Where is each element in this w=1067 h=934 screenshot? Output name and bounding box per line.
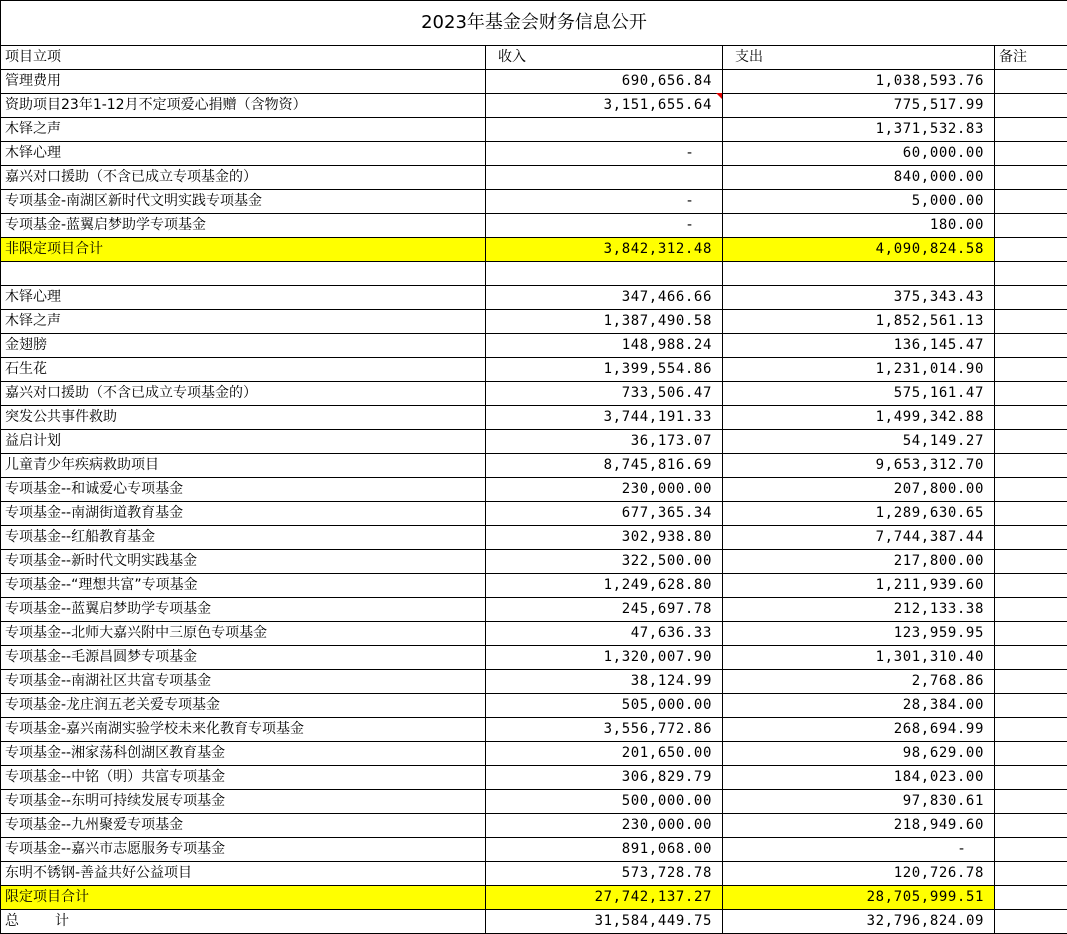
project-name-cell[interactable]: 专项基金--东明可持续发展专项基金 bbox=[1, 790, 486, 814]
expense-cell[interactable]: 28,705,999.51 bbox=[723, 886, 995, 910]
note-cell[interactable] bbox=[995, 166, 1067, 190]
table-row bbox=[1, 694, 1067, 718]
table-row bbox=[1, 622, 1067, 646]
income-cell[interactable]: 36,173.07 bbox=[486, 430, 723, 454]
expense-cell[interactable]: 120,726.78 bbox=[723, 862, 995, 886]
table-row bbox=[1, 598, 1067, 622]
expense-cell[interactable]: 207,800.00 bbox=[723, 478, 995, 502]
table-row bbox=[1, 526, 1067, 550]
project-name-cell[interactable]: 益启计划 bbox=[1, 430, 486, 454]
expense-cell[interactable]: 1,038,593.76 bbox=[723, 70, 995, 94]
table-row bbox=[1, 166, 1067, 190]
project-name-cell[interactable]: 专项基金--南湖街道教育基金 bbox=[1, 502, 486, 526]
note-cell[interactable] bbox=[995, 214, 1067, 238]
project-name-cell[interactable]: 限定项目合计 bbox=[1, 886, 486, 910]
table-row bbox=[1, 814, 1067, 838]
project-name-cell[interactable]: 专项基金-龙庄润五老关爱专项基金 bbox=[1, 694, 486, 718]
header-row bbox=[1, 46, 1067, 70]
project-name-cell[interactable]: 专项基金--九州聚爱专项基金 bbox=[1, 814, 486, 838]
income-cell[interactable]: 302,938.80 bbox=[486, 526, 723, 550]
note-cell[interactable] bbox=[995, 550, 1067, 574]
project-name-cell[interactable]: 专项基金--红船教育基金 bbox=[1, 526, 486, 550]
project-name-cell[interactable]: 嘉兴对口援助（不含已成立专项基金的） bbox=[1, 166, 486, 190]
expense-cell[interactable]: 97,830.61 bbox=[723, 790, 995, 814]
project-name-cell[interactable]: 木铎之声 bbox=[1, 118, 486, 142]
expense-cell[interactable] bbox=[723, 262, 995, 286]
note-cell[interactable] bbox=[995, 646, 1067, 670]
expense-cell[interactable]: 9,653,312.70 bbox=[723, 454, 995, 478]
expense-cell[interactable]: 28,384.00 bbox=[723, 694, 995, 718]
expense-cell[interactable]: 775,517.99 bbox=[723, 94, 995, 118]
income-cell[interactable]: 31,584,449.75 bbox=[486, 910, 723, 934]
income-cell[interactable]: 201,650.00 bbox=[486, 742, 723, 766]
table-row bbox=[1, 862, 1067, 886]
table-row bbox=[1, 334, 1067, 358]
table-row bbox=[1, 478, 1067, 502]
table-row bbox=[1, 646, 1067, 670]
project-name-cell[interactable]: 专项基金--南湖社区共富专项基金 bbox=[1, 670, 486, 694]
expense-cell[interactable]: 60,000.00 bbox=[723, 142, 995, 166]
note-cell[interactable] bbox=[995, 502, 1067, 526]
note-cell[interactable] bbox=[995, 766, 1067, 790]
grand-total-label-left: 总 bbox=[5, 910, 19, 933]
comment-indicator[interactable] bbox=[716, 93, 722, 99]
table-row bbox=[1, 430, 1067, 454]
expense-cell[interactable]: 54,149.27 bbox=[723, 430, 995, 454]
note-cell[interactable] bbox=[995, 454, 1067, 478]
income-cell[interactable]: 306,829.79 bbox=[486, 766, 723, 790]
income-cell[interactable]: 677,365.34 bbox=[486, 502, 723, 526]
project-name-cell[interactable]: 嘉兴对口援助（不含已成立专项基金的） bbox=[1, 382, 486, 406]
income-cell[interactable]: 3,151,655.64 bbox=[486, 94, 723, 118]
note-cell[interactable] bbox=[995, 862, 1067, 886]
expense-cell[interactable]: 123,959.95 bbox=[723, 622, 995, 646]
project-name-cell[interactable]: 木铎心理 bbox=[1, 286, 486, 310]
expense-cell[interactable]: 1,499,342.88 bbox=[723, 406, 995, 430]
title-row bbox=[1, 1, 1067, 46]
income-cell[interactable]: 3,842,312.48 bbox=[486, 238, 723, 262]
expense-cell[interactable]: 1,301,310.40 bbox=[723, 646, 995, 670]
income-cell[interactable]: 733,506.47 bbox=[486, 382, 723, 406]
note-cell[interactable] bbox=[995, 526, 1067, 550]
project-name-cell[interactable]: 专项基金--毛源昌圆梦专项基金 bbox=[1, 646, 486, 670]
header-expense[interactable]: 支出 bbox=[723, 46, 995, 70]
note-cell[interactable] bbox=[995, 190, 1067, 214]
income-cell[interactable]: - bbox=[486, 190, 723, 214]
income-cell[interactable]: 1,387,490.58 bbox=[486, 310, 723, 334]
expense-cell[interactable]: 5,000.00 bbox=[723, 190, 995, 214]
table-row bbox=[1, 574, 1067, 598]
project-name-cell[interactable]: 东明不锈钢-善益共好公益项目 bbox=[1, 862, 486, 886]
project-name-cell[interactable] bbox=[1, 262, 486, 286]
expense-cell[interactable]: 98,629.00 bbox=[723, 742, 995, 766]
expense-cell[interactable]: 217,800.00 bbox=[723, 550, 995, 574]
income-cell[interactable]: 245,697.78 bbox=[486, 598, 723, 622]
table-row bbox=[1, 742, 1067, 766]
expense-cell[interactable]: 136,145.47 bbox=[723, 334, 995, 358]
restricted-total-row bbox=[1, 886, 1067, 910]
expense-cell[interactable]: 1,289,630.65 bbox=[723, 502, 995, 526]
table-row bbox=[1, 94, 1067, 118]
table-row bbox=[1, 310, 1067, 334]
income-cell[interactable]: 47,636.33 bbox=[486, 622, 723, 646]
table-row bbox=[1, 838, 1067, 862]
project-name-cell[interactable]: 木铎心理 bbox=[1, 142, 486, 166]
note-cell[interactable] bbox=[995, 430, 1067, 454]
note-cell[interactable] bbox=[995, 814, 1067, 838]
income-cell[interactable]: 500,000.00 bbox=[486, 790, 723, 814]
note-cell[interactable] bbox=[995, 406, 1067, 430]
table-row bbox=[1, 118, 1067, 142]
income-cell[interactable] bbox=[486, 262, 723, 286]
income-cell[interactable]: 3,556,772.86 bbox=[486, 718, 723, 742]
header-note[interactable]: 备注 bbox=[995, 46, 1067, 70]
expense-cell[interactable]: 32,796,824.09 bbox=[723, 910, 995, 934]
grand-total-label-right: 计 bbox=[55, 910, 69, 933]
note-cell[interactable] bbox=[995, 742, 1067, 766]
project-name-cell[interactable]: 石生花 bbox=[1, 358, 486, 382]
note-cell[interactable] bbox=[995, 310, 1067, 334]
project-name-cell[interactable]: 儿童青少年疾病救助项目 bbox=[1, 454, 486, 478]
expense-cell[interactable]: 4,090,824.58 bbox=[723, 238, 995, 262]
note-cell[interactable] bbox=[995, 358, 1067, 382]
table-row bbox=[1, 358, 1067, 382]
income-cell[interactable]: 230,000.00 bbox=[486, 478, 723, 502]
project-name-cell[interactable]: 专项基金--新时代文明实践基金 bbox=[1, 550, 486, 574]
table-row bbox=[1, 790, 1067, 814]
project-name-cell[interactable]: 专项基金-蓝翼启梦助学专项基金 bbox=[1, 214, 486, 238]
note-cell[interactable] bbox=[995, 886, 1067, 910]
project-name-cell[interactable]: 木铎之声 bbox=[1, 310, 486, 334]
income-cell[interactable]: 1,399,554.86 bbox=[486, 358, 723, 382]
project-name-cell[interactable]: 突发公共事件救助 bbox=[1, 406, 486, 430]
income-cell[interactable]: 322,500.00 bbox=[486, 550, 723, 574]
project-name-cell[interactable]: 专项基金--中铭（明）共富专项基金 bbox=[1, 766, 486, 790]
expense-cell[interactable]: 1,852,561.13 bbox=[723, 310, 995, 334]
header-income[interactable]: 收入 bbox=[486, 46, 723, 70]
expense-cell[interactable]: 1,371,532.83 bbox=[723, 118, 995, 142]
note-cell[interactable] bbox=[995, 622, 1067, 646]
project-name-cell[interactable]: 专项基金--“理想共富”专项基金 bbox=[1, 574, 486, 598]
income-cell[interactable] bbox=[486, 118, 723, 142]
project-name-cell[interactable]: 专项基金-嘉兴南湖实验学校未来化教育专项基金 bbox=[1, 718, 486, 742]
income-cell[interactable]: 27,742,137.27 bbox=[486, 886, 723, 910]
expense-cell[interactable]: 2,768.86 bbox=[723, 670, 995, 694]
table-row bbox=[1, 502, 1067, 526]
expense-cell[interactable]: 184,023.00 bbox=[723, 766, 995, 790]
expense-cell[interactable]: 1,231,014.90 bbox=[723, 358, 995, 382]
income-cell[interactable]: 38,124.99 bbox=[486, 670, 723, 694]
blank-row bbox=[1, 262, 1067, 286]
note-cell[interactable] bbox=[995, 910, 1067, 934]
expense-cell[interactable]: 375,343.43 bbox=[723, 286, 995, 310]
note-cell[interactable] bbox=[995, 70, 1067, 94]
project-name-cell[interactable]: 专项基金-南湖区新时代文明实践专项基金 bbox=[1, 190, 486, 214]
income-cell[interactable]: 8,745,816.69 bbox=[486, 454, 723, 478]
income-cell[interactable]: 230,000.00 bbox=[486, 814, 723, 838]
table-row bbox=[1, 670, 1067, 694]
table-row bbox=[1, 406, 1067, 430]
table-row bbox=[1, 454, 1067, 478]
expense-cell[interactable]: 180.00 bbox=[723, 214, 995, 238]
note-cell[interactable] bbox=[995, 238, 1067, 262]
project-name-cell[interactable]: 资助项目23年1-12月不定项爱心捐赠（含物资） bbox=[1, 94, 486, 118]
income-cell[interactable]: 891,068.00 bbox=[486, 838, 723, 862]
income-cell[interactable]: 573,728.78 bbox=[486, 862, 723, 886]
table-row bbox=[1, 550, 1067, 574]
income-cell[interactable] bbox=[486, 166, 723, 190]
expense-cell[interactable]: - bbox=[723, 838, 995, 862]
header-project[interactable]: 项目立项 bbox=[1, 46, 486, 70]
table-row bbox=[1, 70, 1067, 94]
note-cell[interactable] bbox=[995, 382, 1067, 406]
project-name-cell[interactable]: 专项基金--嘉兴市志愿服务专项基金 bbox=[1, 838, 486, 862]
income-cell[interactable]: - bbox=[486, 214, 723, 238]
expense-cell[interactable]: 268,694.99 bbox=[723, 718, 995, 742]
grand-total-label[interactable] bbox=[1, 910, 486, 934]
project-name-cell[interactable]: 金翅膀 bbox=[1, 334, 486, 358]
income-cell[interactable]: - bbox=[486, 142, 723, 166]
note-cell[interactable] bbox=[995, 718, 1067, 742]
note-cell[interactable] bbox=[995, 790, 1067, 814]
note-cell[interactable] bbox=[995, 478, 1067, 502]
project-name-cell[interactable]: 专项基金--蓝翼启梦助学专项基金 bbox=[1, 598, 486, 622]
note-cell[interactable] bbox=[995, 838, 1067, 862]
project-name-cell[interactable]: 专项基金--北师大嘉兴附中三原色专项基金 bbox=[1, 622, 486, 646]
note-cell[interactable] bbox=[995, 574, 1067, 598]
note-cell[interactable] bbox=[995, 598, 1067, 622]
sheet-title[interactable]: 2023年基金会财务信息公开 bbox=[1, 1, 1067, 46]
table-row bbox=[1, 142, 1067, 166]
table-row bbox=[1, 766, 1067, 790]
table-row bbox=[1, 718, 1067, 742]
note-cell[interactable] bbox=[995, 118, 1067, 142]
income-cell[interactable]: 347,466.66 bbox=[486, 286, 723, 310]
note-cell[interactable] bbox=[995, 286, 1067, 310]
expense-cell[interactable]: 1,211,939.60 bbox=[723, 574, 995, 598]
grand-total-row bbox=[1, 910, 1067, 934]
income-cell[interactable]: 148,988.24 bbox=[486, 334, 723, 358]
table-row bbox=[1, 382, 1067, 406]
table-row bbox=[1, 286, 1067, 310]
project-name-cell[interactable]: 非限定项目合计 bbox=[1, 238, 486, 262]
note-cell[interactable] bbox=[995, 670, 1067, 694]
expense-cell[interactable]: 7,744,387.44 bbox=[723, 526, 995, 550]
expense-cell[interactable]: 212,133.38 bbox=[723, 598, 995, 622]
note-cell[interactable] bbox=[995, 334, 1067, 358]
income-cell[interactable]: 3,744,191.33 bbox=[486, 406, 723, 430]
expense-cell[interactable]: 840,000.00 bbox=[723, 166, 995, 190]
expense-cell[interactable]: 575,161.47 bbox=[723, 382, 995, 406]
project-name-cell[interactable]: 专项基金--和诚爱心专项基金 bbox=[1, 478, 486, 502]
income-cell[interactable]: 1,320,007.90 bbox=[486, 646, 723, 670]
non-restricted-total-row bbox=[1, 238, 1067, 262]
income-cell[interactable]: 1,249,628.80 bbox=[486, 574, 723, 598]
income-cell[interactable]: 690,656.84 bbox=[486, 70, 723, 94]
note-cell[interactable] bbox=[995, 262, 1067, 286]
project-name-cell[interactable]: 专项基金--湘家荡科创湖区教育基金 bbox=[1, 742, 486, 766]
note-cell[interactable] bbox=[995, 694, 1067, 718]
note-cell[interactable] bbox=[995, 142, 1067, 166]
table-row bbox=[1, 214, 1067, 238]
table-row bbox=[1, 190, 1067, 214]
note-cell[interactable] bbox=[995, 94, 1067, 118]
project-name-cell[interactable]: 管理费用 bbox=[1, 70, 486, 94]
expense-cell[interactable]: 218,949.60 bbox=[723, 814, 995, 838]
income-cell[interactable]: 505,000.00 bbox=[486, 694, 723, 718]
